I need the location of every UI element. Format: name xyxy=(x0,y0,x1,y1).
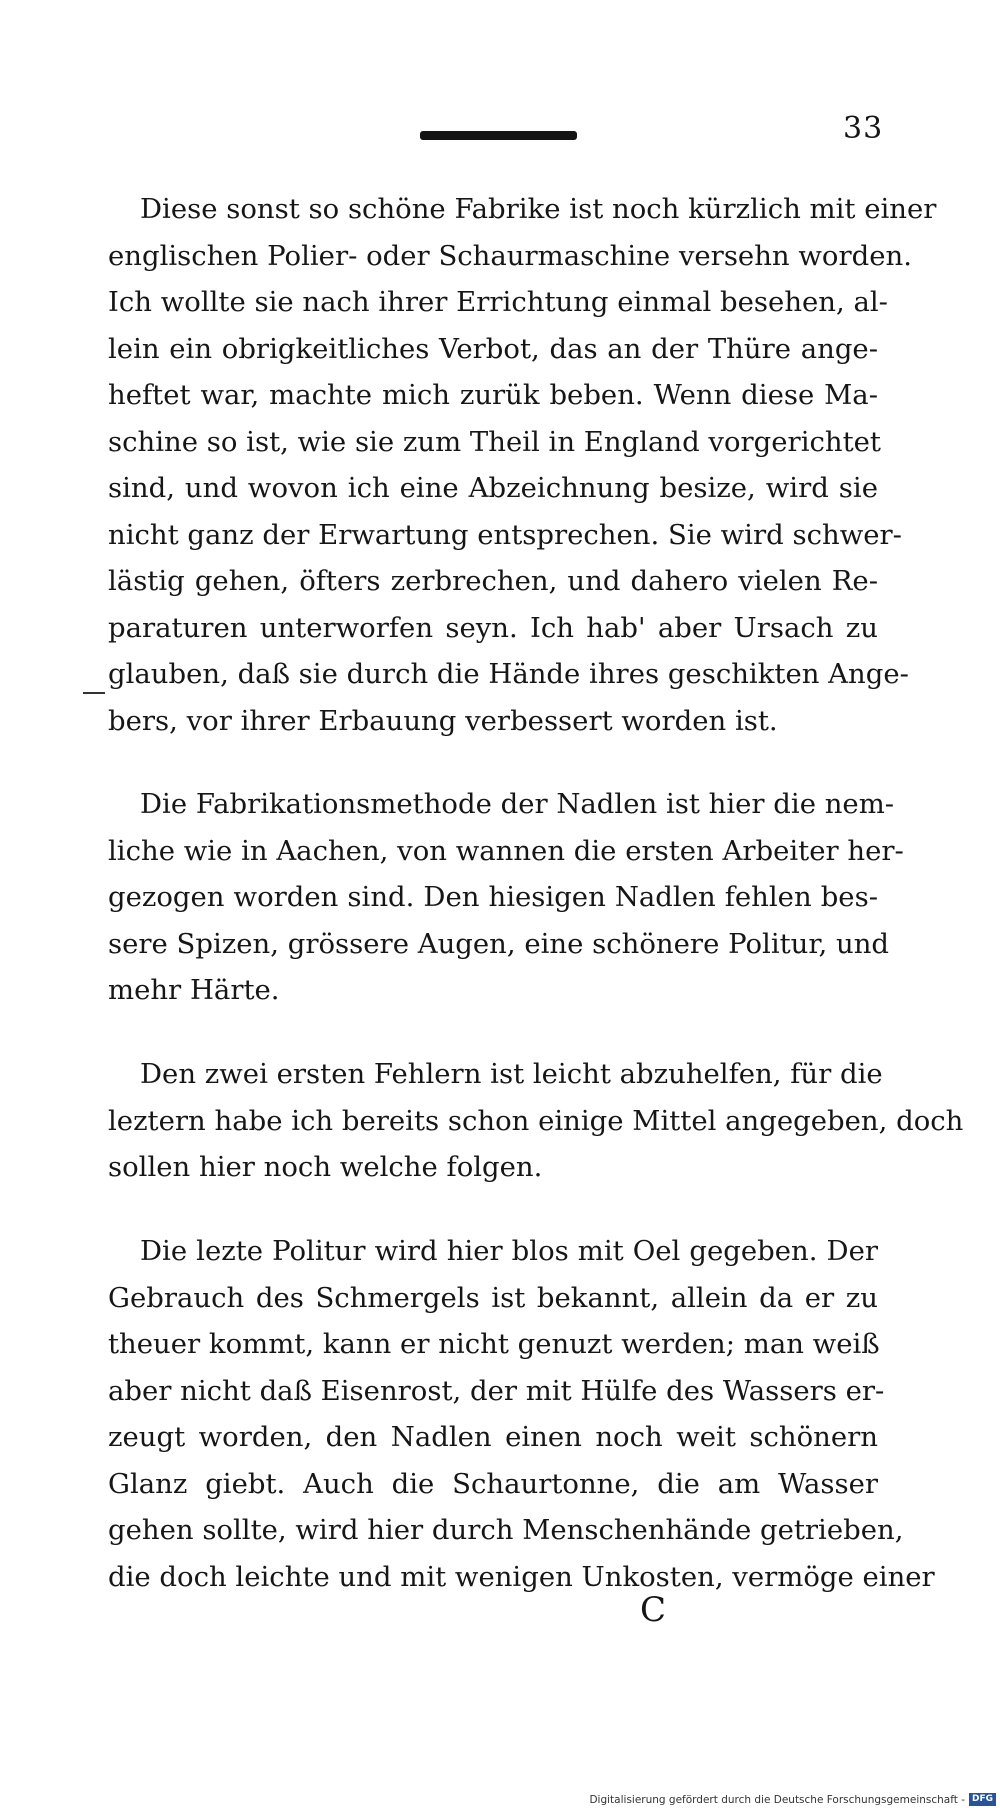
text-line: heftet war, machte mich zurük beben. Wenn diese Ma- xyxy=(108,379,878,411)
text-line: lästig gehen, öfters zerbrechen, und dahero vielen Re- xyxy=(108,565,878,597)
text-line: die doch leichte und mit wenigen Unkosten, vermöge einer xyxy=(108,1560,935,1593)
margin-mark xyxy=(83,692,105,694)
text-line: glauben, daß sie durch die Hände ihres geschikten Ange- xyxy=(108,658,909,690)
text-line: Den zwei ersten Fehlern ist leicht abzuhelfen, für die xyxy=(140,1058,883,1090)
paragraph-4 xyxy=(108,1228,935,1600)
text-line: liche wie in Aachen, von wannen die ersten Arbeiter her- xyxy=(108,834,904,867)
text-line: theuer kommt, kann er nicht genuzt werden; man weiß xyxy=(108,1328,880,1360)
paragraph-3 xyxy=(108,1051,964,1191)
text-line: sere Spizen, grössere Augen, eine schönere Politur, und xyxy=(108,927,890,960)
header-rule xyxy=(420,131,577,140)
paragraph-2 xyxy=(108,781,904,1014)
text-line: Die lezte Politur wird hier blos mit Oel gegeben. Der xyxy=(140,1235,878,1267)
catchword: C xyxy=(640,1590,667,1630)
text-line: Glanz giebt. Auch die Schaurtonne, die am Wasser xyxy=(108,1467,878,1500)
text-line: zeugt worden, den Nadlen einen noch weit schönern xyxy=(108,1421,878,1453)
text-line: gehen sollte, wird hier durch Menschenhände getrieben, xyxy=(108,1514,904,1546)
text-line: leztern habe ich bereits schon einige Mittel angegeben, doch xyxy=(108,1104,964,1137)
paragraph-1 xyxy=(108,186,937,744)
text-line: sind, und wovon ich eine Abzeichnung besize, wird sie xyxy=(108,472,878,504)
text-line: mehr Härte. xyxy=(108,974,280,1006)
digitization-footer xyxy=(589,1793,996,1806)
footer-text: Digitalisierung gefördert durch die Deutsche Forschungsgemeinschaft - xyxy=(589,1793,965,1806)
page-number: 33 xyxy=(843,111,884,146)
text-line: Diese sonst so schöne Fabrike ist noch kürzlich mit einer xyxy=(140,193,937,225)
text-line: Gebrauch des Schmergels ist bekannt, allein da er zu xyxy=(108,1281,878,1314)
text-line: gezogen worden sind. Den hiesigen Nadlen fehlen bes- xyxy=(108,881,878,913)
text-line: schine so ist, wie sie zum Theil in England vorgerichtet xyxy=(108,425,881,458)
dfg-logo: DFG xyxy=(969,1793,996,1806)
text-line: paraturen unterworfen seyn. Ich hab' aber Ursach zu xyxy=(108,611,878,644)
text-line: nicht ganz der Erwartung entsprechen. Sie wird schwer- xyxy=(108,518,902,551)
text-line: Die Fabrikationsmethode der Nadlen ist hier die nem- xyxy=(140,788,895,820)
text-line: englischen Polier- oder Schaurmaschine versehn worden. xyxy=(108,239,912,272)
text-line: Ich wollte sie nach ihrer Errichtung einmal besehen, al- xyxy=(108,286,888,318)
text-line: bers, vor ihrer Erbauung verbessert worden ist. xyxy=(108,704,778,737)
text-line: sollen hier noch welche folgen. xyxy=(108,1151,543,1183)
text-line: lein ein obrigkeitliches Verbot, das an der Thüre ange- xyxy=(108,332,878,365)
text-line: aber nicht daß Eisenrost, der mit Hülfe des Wassers er- xyxy=(108,1374,885,1407)
